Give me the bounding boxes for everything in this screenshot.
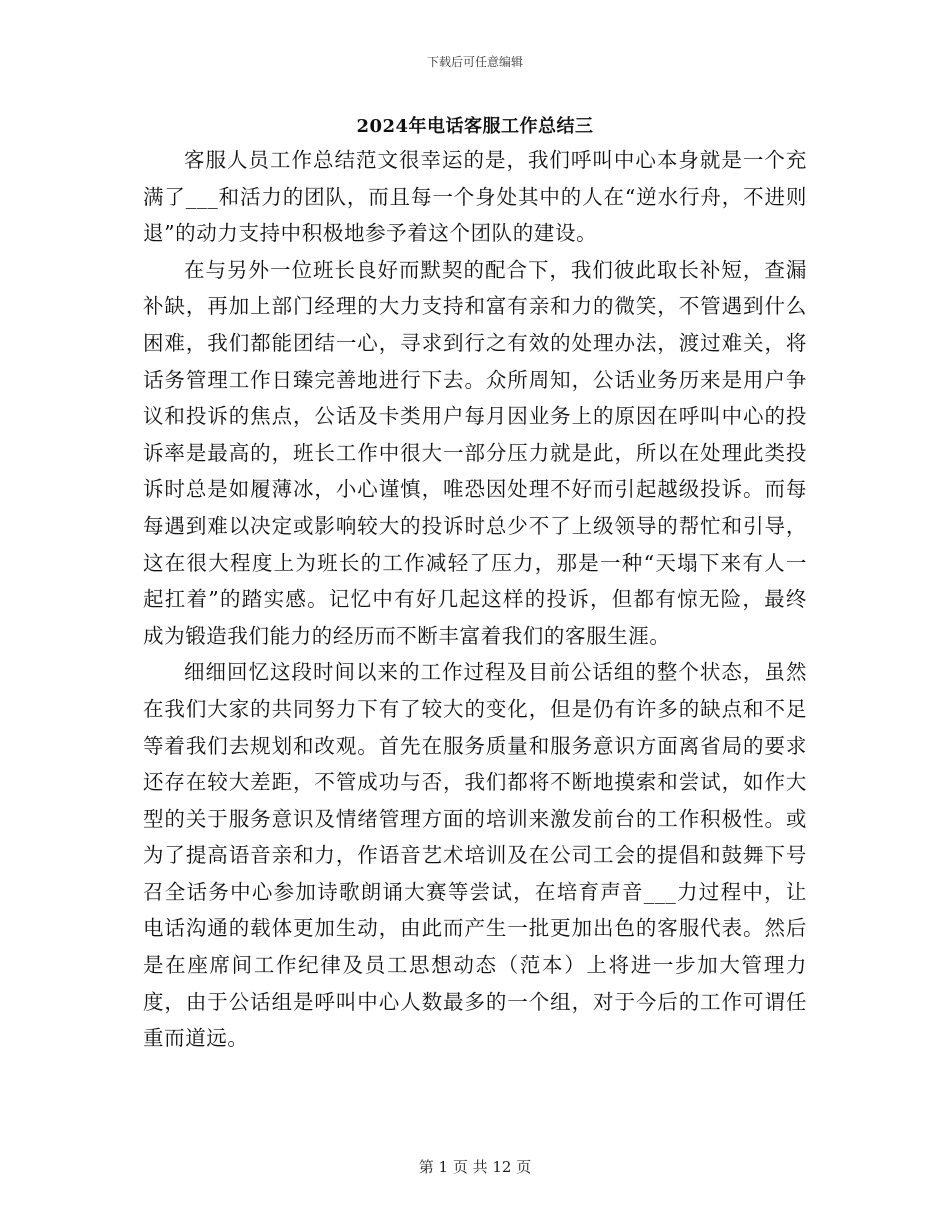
- document-title: 2024年电话客服工作总结三: [356, 116, 594, 137]
- page-header-note: 下载后可任意编辑: [426, 55, 523, 69]
- document-body: [143, 142, 807, 1057]
- page-number: 第 1 页 共 12 页: [418, 1158, 532, 1176]
- paragraph-1: 客服人员工作总结范文很幸运的是，我们呼叫中心本身就是一个充满了___和活力的团队，而且每一个身处其中的人在“逆水行舟，不进则退”的动力支持中积极地参予着这个团队的建设。: [143, 148, 807, 246]
- paragraph-3: 细细回忆这段时间以来的工作过程及目前公话组的整个状态，虽然在我们大家的共同努力下有了较大的变化，但是仍有许多的缺点和不足等着我们去规划和改观。首先在服务质量和服务意识方面离省局的要求还存在较大差距，不管成功与否，我们都将不断地摸索和尝试，如作大型的关于服务意识及情绪管理方面的培训来激发前台的工作积极性。或为了提高语音亲和力，作语音艺术培训及在公司工会的提倡和鼓舞下号召全话务中心参加诗歌朗诵大赛等尝试，在培育声音___力过程中，让电话沟通的载体更加生动，由此而产生一批更加出色的客服代表。然后是在座席间工作纪律及员工思想动态（范本）上将进一步加大管理力度，由于公话组是呼叫中心人数最多的一个组，对于今后的工作可谓任重而道远。: [143, 660, 807, 1051]
- paragraph-2: 在与另外一位班长良好而默契的配合下，我们彼此取长补短，查漏补缺，再加上部门经理的大力支持和富有亲和力的微笑，不管遇到什么困难，我们都能团结一心，寻求到行之有效的处理办法，渡过难关，将话务管理工作日臻完善地进行下去。众所周知，公话业务历来是用户争议和投诉的焦点，公话及卡类用户每月因业务上的原因在呼叫中心的投诉率是最高的，班长工作中很大一部分压力就是此，所以在处理此类投诉时总是如履薄冰，小心谨慎，唯恐因处理不好而引起越级投诉。而每每遇到难以决定或影响较大的投诉时总少不了上级领导的帮忙和引导，这在很大程度上为班长的工作减轻了压力，那是一种“天塌下来有人一起扛着”的踏实感。记忆中有好几起这样的投诉，但都有惊无险，最终成为锻造我们能力的经历而不断丰富着我们的客服生涯。: [143, 257, 807, 648]
